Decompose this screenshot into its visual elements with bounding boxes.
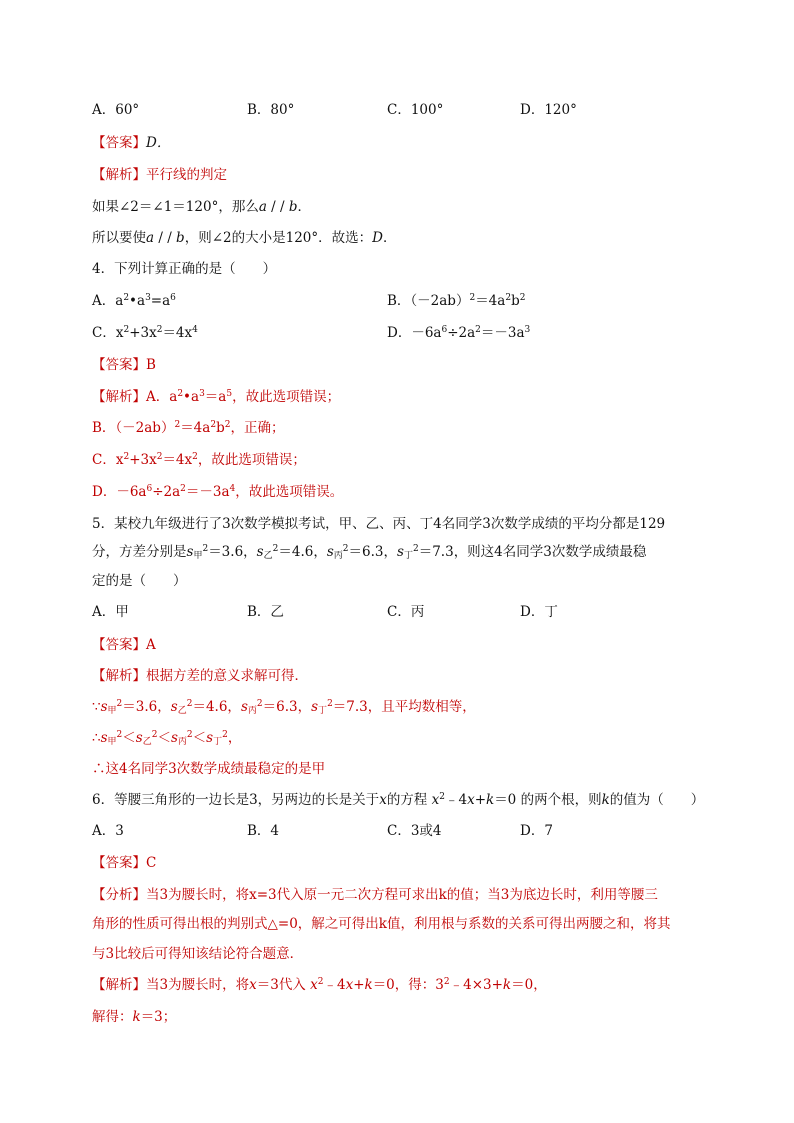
q4-option-d: D．$-6a^6\div 2a^2=-3a^3$	[387, 325, 531, 341]
q5-therefore: $\therefore s_甲^2<s_乙^2<s_丙^2<s_丁^2$，	[92, 730, 242, 747]
q5-option-c: C．丙	[387, 604, 425, 620]
q6-fenxi-line1: 【分析】当3为腰长时，将x=3代入原一元二次方程可求出k的值；当3为底边长时，利用等腰三	[92, 887, 658, 903]
q3-step1: 如果∠2＝∠1＝120°，那么a / / b．	[92, 199, 312, 215]
q4-option-a: A．$a^2•a^3=a^6$	[92, 293, 176, 309]
q6-option-a: A．3	[92, 823, 124, 839]
q5-option-b: B．乙	[247, 604, 284, 620]
q5-stem-line1: 5．某校九年级进行了3次数学模拟考试，甲、乙、丙、丁4名同学3次数学成绩的平均分都是129	[92, 516, 666, 532]
option-b: B．80°	[247, 102, 295, 118]
q4-analysis-c: C．$x^2+3x^2=4x^2$，故此选项错误；	[92, 452, 306, 468]
q6-analysis: 【解析】当3为腰长时，将x＝3代入 $x^2﹣4x+k=0$，得：$3^2﹣4\times 3+k=0$，	[92, 977, 547, 993]
q3-step2: 所以要使a / / b，则∠2的大小是120°．故选：D．	[92, 230, 397, 246]
q6-fenxi-line3: 与3比较后可得知该结论符合题意．	[92, 946, 304, 962]
q5-stem-line2: 分，方差分别是$s_甲^2=3.6$，$s_乙^2=4.6$，$s_丙^2=6.3$，$s_丁^2=7.3$，则这4名同学3次数学成绩最稳	[92, 544, 647, 561]
q6-answer: 【答案】C	[92, 855, 157, 871]
q6-fenxi-line2: 角形的性质可得出根的判别式△=0，解之可得出k值，利用根与系数的关系可得出两腰之和，将其	[92, 916, 671, 932]
q6-solve: 解得：k＝3；	[92, 1009, 177, 1025]
q3-analysis-title: 【解析】平行线的判定	[92, 167, 227, 183]
q5-conclusion: ∴这4名同学3次数学成绩最稳定的是甲	[92, 761, 326, 777]
q5-option-d: D．丁	[520, 604, 558, 620]
q6-option-c: C．3或4	[387, 823, 442, 839]
q4-analysis-a: 【解析】A．$a^2•a^3=a^5$，故此选项错误；	[92, 389, 341, 405]
q4-analysis-d: D．$-6a^6\div 2a^2=-3a^4$，故此选项错误。	[92, 484, 344, 500]
q4-answer: 【答案】B	[92, 357, 156, 373]
q6-option-b: B．4	[247, 823, 280, 839]
q4-analysis-b: B．$(-2ab)^2=4a^2b^2$，正确；	[92, 420, 285, 436]
option-a: A．60°	[92, 102, 140, 118]
q6-option-d: D．7	[520, 823, 553, 839]
q6-stem: 6．等腰三角形的一边长是3，另两边的长是关于x的方程 $x^2﹣4x+k=0$ 的两个根，则k的值为（ ）	[92, 792, 705, 808]
q5-answer: 【答案】A	[92, 637, 156, 653]
q5-stem-line3: 定的是（ ）	[92, 573, 187, 589]
q5-analysis: 【解析】根据方差的意义求解可得．	[92, 668, 308, 684]
q3-answer: 【答案】D．	[92, 135, 171, 151]
q4-stem: 4．下列计算正确的是（ ）	[92, 261, 277, 277]
q5-option-a: A．甲	[92, 604, 129, 620]
option-d: D．120°	[520, 102, 577, 118]
q4-option-c: C．$x^2+3x^2=4x^4$	[92, 325, 198, 341]
option-c: C．100°	[387, 102, 444, 118]
q5-because: $\because s_甲^2=3.6$，$s_乙^2=4.6$，$s_丙^2=6.3$，$s_丁^2=7.3$，且平均数相等，	[92, 699, 476, 716]
q4-option-b: B．$(-2ab)^2=4a^2b^2$	[387, 293, 526, 309]
